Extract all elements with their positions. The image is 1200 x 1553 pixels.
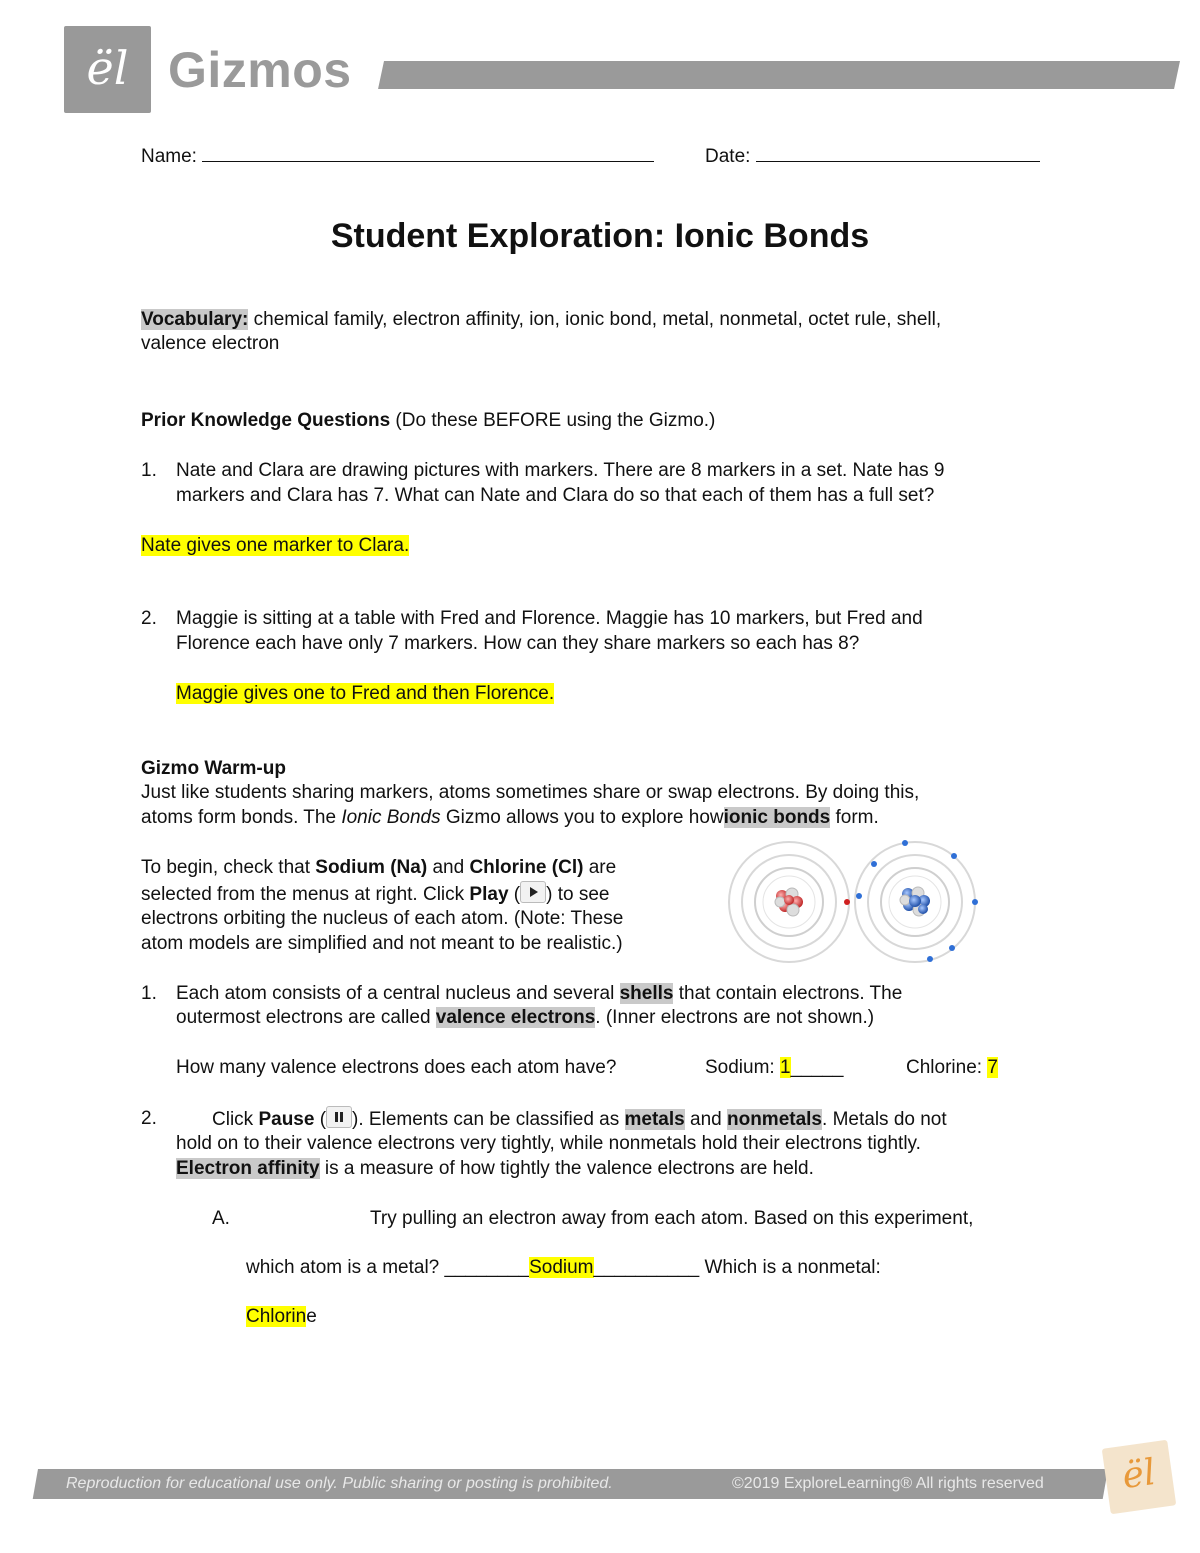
q1-chlorine-answer[interactable]	[906, 1055, 998, 1080]
name-line	[141, 143, 654, 169]
prior-q1-line-1: Nate and Clara are drawing pictures with markers. There are 8 markers in a set. Nate has 9	[176, 460, 945, 481]
vocabulary-line-1	[141, 307, 941, 332]
warmup-p2-line-3: electrons orbiting the nucleus of each atom. (Note: These	[141, 908, 624, 929]
warmup-text: (	[508, 884, 521, 905]
atom-models-image	[725, 840, 985, 968]
explorelearning-logo-icon: ël	[86, 41, 129, 95]
brand-name: Gizmos	[168, 42, 352, 98]
date-label: Date:	[705, 146, 751, 167]
sodium-answer-value: 1	[779, 1057, 791, 1078]
name-label: Name:	[141, 146, 197, 167]
q1-text: that contain electrons. The	[673, 983, 903, 1004]
q2-text: is a measure of how tightly the valence electrons are held.	[319, 1158, 814, 1179]
vocabulary-label: Vocabulary:	[141, 309, 249, 330]
q2-text: . Metals do not	[822, 1109, 947, 1130]
prior-q1-answer[interactable]	[141, 533, 409, 558]
sodium-blank: _____	[790, 1057, 844, 1078]
metal-answer: Sodium	[529, 1257, 594, 1278]
explorelearning-logo-icon: ël	[1119, 1451, 1159, 1498]
q2a-label: A.	[212, 1208, 230, 1229]
name-blank[interactable]	[202, 143, 654, 162]
prior-q2-answer[interactable]	[176, 681, 554, 706]
q2-text: and	[684, 1109, 727, 1130]
warmup-p1-line-2	[141, 805, 879, 830]
warmup-p2-line-4: atom models are simplified and not meant to be realistic.)	[141, 933, 623, 954]
prior-q2-line-2: Florence each have only 7 markers. How can they share markers so each has 8?	[176, 633, 860, 654]
q2-text: (	[314, 1109, 327, 1130]
prior-q1-line-2: markers and Clara has 7. What can Nate and Clara do so that each of them has a full set?	[176, 485, 935, 506]
prior-knowledge-heading	[141, 408, 715, 433]
q1-line-1	[176, 981, 902, 1006]
warmup-p2-line-1	[141, 855, 616, 880]
prior-heading-text: Prior Knowledge Questions	[141, 410, 391, 431]
chlorine-answer-value: 7	[987, 1057, 998, 1078]
prior-heading-note: (Do these BEFORE using the Gizmo.)	[390, 410, 716, 431]
prior-q1-answer-text: Nate gives one marker to Clara.	[141, 535, 410, 556]
metal-blank: __________	[593, 1257, 700, 1278]
q2a-text: Try pulling an electron away from each atom. Based on this experiment,	[370, 1208, 974, 1229]
prior-q1-number: 1.	[141, 460, 157, 481]
q2-line-1	[212, 1106, 947, 1132]
metal-blank: ________	[444, 1257, 530, 1278]
sodium-term: Sodium (Na)	[315, 857, 428, 878]
sodium-label: Sodium:	[705, 1057, 780, 1078]
vocab-metals: metals	[624, 1109, 685, 1130]
q1-line-2	[176, 1005, 874, 1030]
metal-question: which atom is a metal?	[246, 1257, 445, 1278]
vocab-electron-affinity: Electron affinity	[176, 1158, 320, 1179]
q1-sodium-answer[interactable]	[705, 1055, 843, 1080]
q2-line-3	[176, 1156, 814, 1181]
warmup-heading: Gizmo Warm-up	[141, 758, 286, 779]
date-blank[interactable]	[756, 143, 1040, 162]
footer-reproduction-notice: Reproduction for educational use only. Public sharing or posting is prohibited.	[66, 1475, 613, 1492]
chlorine-term: Chlorine (Cl)	[469, 857, 584, 878]
q1-number: 1.	[141, 983, 157, 1004]
q2-line-2: hold on to their valence electrons very tightly, while nonmetals hold their electrons tightly.	[176, 1133, 921, 1154]
nonmetal-answer: Chlorin	[246, 1306, 307, 1327]
nonmetal-answer-tail: e	[306, 1306, 317, 1327]
warmup-p1-line-1: Just like students sharing markers, atoms sometimes share or swap electrons. By doing this,	[141, 782, 920, 803]
vocab-valence-electrons: valence electrons	[435, 1007, 596, 1028]
header-bar	[378, 61, 1180, 89]
play-term: Play	[469, 884, 509, 905]
q2-number: 2.	[141, 1108, 157, 1129]
gizmo-name: Ionic Bonds	[341, 807, 441, 828]
sodium-atom	[729, 842, 850, 962]
vocab-ionic-bonds: ionic bonds	[723, 807, 831, 828]
page-title: Student Exploration: Ionic Bonds	[330, 217, 870, 255]
q2a-metal-line[interactable]	[246, 1255, 881, 1280]
warmup-text: ) to see	[546, 884, 610, 905]
q2-text: Click	[212, 1109, 259, 1130]
warmup-text: To begin, check that	[141, 857, 316, 878]
play-icon	[520, 881, 546, 903]
vocab-nonmetals: nonmetals	[726, 1109, 823, 1130]
pause-term: Pause	[258, 1109, 315, 1130]
vocab-shells: shells	[619, 983, 674, 1004]
warmup-text: and	[427, 857, 470, 878]
q2-text: ). Elements can be classified as	[352, 1109, 625, 1130]
warmup-text: Gizmo allows you to explore how	[440, 807, 724, 828]
pause-icon	[326, 1106, 352, 1128]
q2a-nonmetal-answer[interactable]	[246, 1304, 317, 1329]
warmup-p2-line-2	[141, 881, 610, 907]
footer-copyright: ©2019 ExploreLearning® All rights reserved	[732, 1475, 1044, 1492]
vocabulary-terms: chemical family, electron affinity, ion, ionic bond, metal, nonmetal, octet rule, shell,	[248, 309, 942, 330]
date-line	[705, 143, 1040, 169]
warmup-text: atoms form bonds. The	[141, 807, 342, 828]
warmup-text: form.	[830, 807, 879, 828]
prior-q2-line-1: Maggie is sitting at a table with Fred and Florence. Maggie has 10 markers, but Fred and	[176, 608, 923, 629]
nonmetal-question: Which is a nonmetal:	[699, 1257, 881, 1278]
warmup-text: are	[583, 857, 617, 878]
chlorine-atom	[855, 840, 978, 962]
prior-q2-answer-text: Maggie gives one to Fred and then Florence.	[176, 683, 555, 704]
vocabulary-line-2: valence electron	[141, 333, 280, 354]
chlorine-label: Chlorine:	[906, 1057, 988, 1078]
q1-ask: How many valence electrons does each atom have?	[176, 1057, 617, 1078]
q1-text: . (Inner electrons are not shown.)	[595, 1007, 875, 1028]
warmup-text: selected from the menus at right. Click	[141, 884, 470, 905]
q1-text: Each atom consists of a central nucleus and several	[176, 983, 620, 1004]
prior-q2-number: 2.	[141, 608, 157, 629]
q1-text: outermost electrons are called	[176, 1007, 436, 1028]
